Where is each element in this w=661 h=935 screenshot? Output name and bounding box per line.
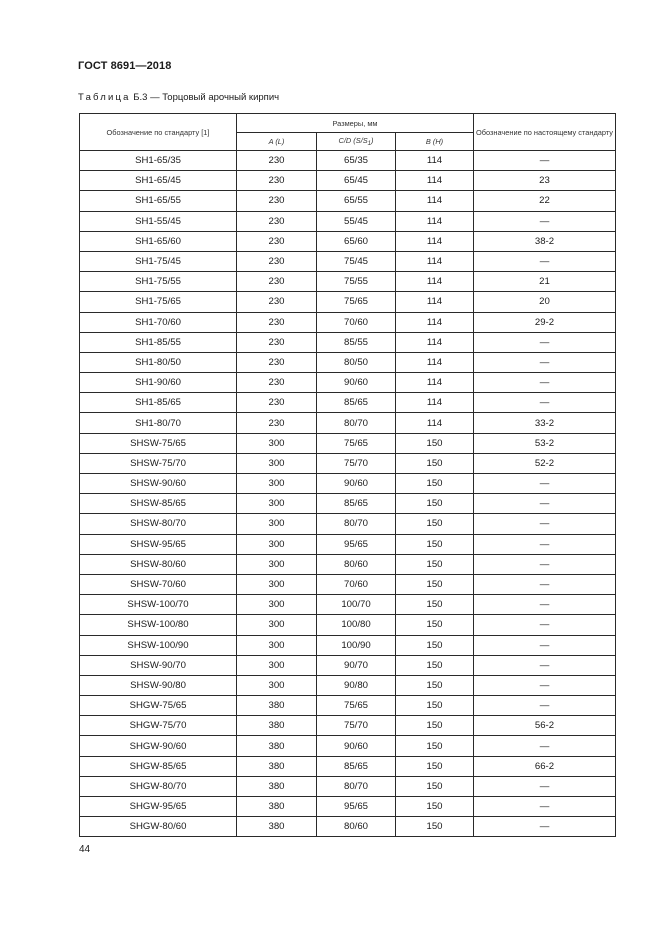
cell-a: 300: [237, 615, 317, 635]
cell-designation-this: 20: [474, 292, 616, 312]
cell-designation-this: —: [474, 393, 616, 413]
table-row: [80, 151, 616, 171]
cell-b: 114: [396, 312, 474, 332]
table-row: [80, 817, 616, 837]
table-caption: [78, 92, 279, 103]
cell-cd: 65/60: [317, 231, 396, 251]
cell-a: 230: [237, 352, 317, 372]
cell-cd: 70/60: [317, 574, 396, 594]
cell-a: 230: [237, 272, 317, 292]
cell-designation-std: SHSW-85/65: [80, 494, 237, 514]
cell-a: 300: [237, 574, 317, 594]
table-row: [80, 716, 616, 736]
cell-designation-std: SH1-75/45: [80, 251, 237, 271]
cell-b: 150: [396, 554, 474, 574]
cell-designation-std: SHGW-75/70: [80, 716, 237, 736]
col-designation-std-header: Обозначение по стандарту [1]: [80, 114, 237, 151]
cell-b: 114: [396, 231, 474, 251]
cell-a: 380: [237, 797, 317, 817]
caption-prefix: Таблица: [78, 92, 131, 103]
cell-designation-std: SHGW-90/60: [80, 736, 237, 756]
cell-designation-std: SH1-75/65: [80, 292, 237, 312]
table-row: [80, 433, 616, 453]
cell-designation-std: SHSW-80/60: [80, 554, 237, 574]
cell-designation-std: SHSW-100/80: [80, 615, 237, 635]
cell-designation-std: SH1-80/50: [80, 352, 237, 372]
table-row: [80, 615, 616, 635]
cell-designation-this: —: [474, 514, 616, 534]
brick-table: [79, 113, 616, 837]
cell-b: 150: [396, 817, 474, 837]
cell-designation-this: —: [474, 797, 616, 817]
cell-b: 150: [396, 736, 474, 756]
cell-designation-this: 56-2: [474, 716, 616, 736]
cell-designation-this: —: [474, 675, 616, 695]
document-code: ГОСТ 8691—2018: [78, 60, 172, 72]
table-row: [80, 514, 616, 534]
cell-b: 150: [396, 776, 474, 796]
cell-designation-this: —: [474, 474, 616, 494]
cell-cd: 80/70: [317, 514, 396, 534]
cell-a: 300: [237, 554, 317, 574]
cell-designation-this: —: [474, 574, 616, 594]
cell-a: 230: [237, 151, 317, 171]
cell-b: 114: [396, 393, 474, 413]
cell-b: 150: [396, 797, 474, 817]
cell-cd: 90/80: [317, 675, 396, 695]
cell-cd: 90/60: [317, 373, 396, 393]
cell-designation-std: SHSW-75/65: [80, 433, 237, 453]
cell-b: 114: [396, 373, 474, 393]
cell-designation-std: SHSW-90/60: [80, 474, 237, 494]
col-a-header: A (L): [237, 133, 317, 151]
cell-cd: 80/70: [317, 776, 396, 796]
cell-b: 114: [396, 272, 474, 292]
cell-b: 114: [396, 352, 474, 372]
table-row: [80, 191, 616, 211]
cell-b: 150: [396, 635, 474, 655]
cell-designation-this: —: [474, 373, 616, 393]
cell-a: 230: [237, 332, 317, 352]
table-row: [80, 393, 616, 413]
cell-cd: 75/70: [317, 716, 396, 736]
cell-cd: 100/90: [317, 635, 396, 655]
cell-designation-this: —: [474, 655, 616, 675]
cell-a: 230: [237, 171, 317, 191]
table-row: [80, 171, 616, 191]
cell-b: 150: [396, 494, 474, 514]
page-number: 44: [79, 844, 91, 855]
cell-a: 380: [237, 736, 317, 756]
cell-b: 150: [396, 595, 474, 615]
cell-cd: 85/65: [317, 393, 396, 413]
table-row: [80, 574, 616, 594]
cell-b: 150: [396, 474, 474, 494]
cell-b: 114: [396, 332, 474, 352]
cell-b: 150: [396, 655, 474, 675]
cell-designation-std: SHGW-85/65: [80, 756, 237, 776]
cell-a: 230: [237, 393, 317, 413]
col-cd-main: C/D (S/S: [338, 136, 368, 145]
cell-designation-std: SHSW-90/80: [80, 675, 237, 695]
cell-designation-std: SHSW-100/90: [80, 635, 237, 655]
cell-a: 300: [237, 635, 317, 655]
cell-designation-std: SHGW-95/65: [80, 797, 237, 817]
cell-a: 230: [237, 373, 317, 393]
cell-b: 150: [396, 716, 474, 736]
cell-designation-std: SH1-90/60: [80, 373, 237, 393]
cell-designation-this: 22: [474, 191, 616, 211]
cell-a: 230: [237, 211, 317, 231]
cell-cd: 85/55: [317, 332, 396, 352]
cell-cd: 75/70: [317, 453, 396, 473]
table-row: [80, 474, 616, 494]
cell-a: 300: [237, 474, 317, 494]
cell-cd: 100/80: [317, 615, 396, 635]
table-row: [80, 776, 616, 796]
cell-a: 300: [237, 655, 317, 675]
cell-a: 300: [237, 514, 317, 534]
cell-designation-this: —: [474, 554, 616, 574]
cell-cd: 90/70: [317, 655, 396, 675]
cell-a: 230: [237, 413, 317, 433]
cell-cd: 80/50: [317, 352, 396, 372]
cell-designation-this: —: [474, 211, 616, 231]
cell-designation-this: —: [474, 534, 616, 554]
table-row: [80, 231, 616, 251]
cell-b: 150: [396, 696, 474, 716]
cell-designation-std: SHSW-70/60: [80, 574, 237, 594]
cell-cd: 70/60: [317, 312, 396, 332]
cell-designation-std: SHSW-95/65: [80, 534, 237, 554]
cell-designation-std: SH1-65/60: [80, 231, 237, 251]
col-cd-close: ): [371, 136, 374, 145]
cell-designation-std: SH1-80/70: [80, 413, 237, 433]
cell-designation-std: SHGW-80/70: [80, 776, 237, 796]
cell-a: 300: [237, 595, 317, 615]
cell-a: 300: [237, 534, 317, 554]
col-cd-subscript: 1: [367, 141, 372, 147]
cell-designation-std: SH1-65/55: [80, 191, 237, 211]
cell-designation-this: —: [474, 251, 616, 271]
cell-cd: 65/35: [317, 151, 396, 171]
cell-b: 150: [396, 453, 474, 473]
caption-title: — Торцовый арочный кирпич: [150, 92, 280, 103]
cell-a: 380: [237, 776, 317, 796]
cell-designation-std: SH1-70/60: [80, 312, 237, 332]
table-row: [80, 494, 616, 514]
cell-cd: 75/45: [317, 251, 396, 271]
cell-cd: 80/70: [317, 413, 396, 433]
cell-cd: 65/55: [317, 191, 396, 211]
table-row: [80, 675, 616, 695]
cell-cd: 90/60: [317, 736, 396, 756]
cell-b: 114: [396, 171, 474, 191]
table-row: [80, 635, 616, 655]
cell-a: 300: [237, 494, 317, 514]
cell-a: 300: [237, 453, 317, 473]
cell-cd: 75/55: [317, 272, 396, 292]
table-row: [80, 413, 616, 433]
cell-a: 230: [237, 312, 317, 332]
cell-designation-std: SH1-55/45: [80, 211, 237, 231]
table-body: [80, 151, 616, 837]
cell-cd: 55/45: [317, 211, 396, 231]
cell-designation-std: SH1-65/45: [80, 171, 237, 191]
cell-cd: 90/60: [317, 474, 396, 494]
table-row: [80, 211, 616, 231]
cell-cd: 80/60: [317, 554, 396, 574]
cell-designation-this: —: [474, 817, 616, 837]
cell-designation-this: —: [474, 352, 616, 372]
caption-number: Б.3: [133, 92, 148, 103]
cell-designation-this: —: [474, 494, 616, 514]
table-row: [80, 534, 616, 554]
cell-a: 230: [237, 231, 317, 251]
cell-b: 150: [396, 534, 474, 554]
table-row: [80, 736, 616, 756]
cell-designation-this: 66-2: [474, 756, 616, 776]
table-row: [80, 312, 616, 332]
cell-b: 114: [396, 211, 474, 231]
cell-a: 300: [237, 433, 317, 453]
cell-a: 230: [237, 191, 317, 211]
cell-cd: 80/60: [317, 817, 396, 837]
cell-b: 150: [396, 574, 474, 594]
table-row: [80, 292, 616, 312]
cell-b: 150: [396, 675, 474, 695]
table-row: [80, 251, 616, 271]
cell-cd: 100/70: [317, 595, 396, 615]
table-row: [80, 756, 616, 776]
col-designation-this-header: Обозначение по настоящему стандарту: [474, 114, 616, 151]
cell-designation-std: SH1-65/35: [80, 151, 237, 171]
cell-a: 380: [237, 756, 317, 776]
cell-designation-std: SHGW-75/65: [80, 696, 237, 716]
col-cd-header: [317, 133, 396, 151]
dimensions-group-header: Размеры, мм: [237, 114, 474, 133]
cell-designation-this: 52-2: [474, 453, 616, 473]
cell-designation-std: SHSW-100/70: [80, 595, 237, 615]
cell-designation-this: 21: [474, 272, 616, 292]
cell-a: 380: [237, 696, 317, 716]
cell-designation-this: —: [474, 776, 616, 796]
table-row: [80, 696, 616, 716]
cell-a: 230: [237, 251, 317, 271]
cell-cd: 85/65: [317, 756, 396, 776]
cell-b: 150: [396, 615, 474, 635]
cell-cd: 75/65: [317, 433, 396, 453]
cell-a: 230: [237, 292, 317, 312]
cell-cd: 85/65: [317, 494, 396, 514]
table-row: [80, 554, 616, 574]
cell-designation-std: SHSW-90/70: [80, 655, 237, 675]
cell-designation-this: 29-2: [474, 312, 616, 332]
cell-designation-this: —: [474, 635, 616, 655]
cell-designation-this: —: [474, 595, 616, 615]
cell-designation-this: 38-2: [474, 231, 616, 251]
cell-b: 114: [396, 413, 474, 433]
table-row: [80, 332, 616, 352]
cell-cd: 95/65: [317, 534, 396, 554]
cell-b: 150: [396, 433, 474, 453]
table-row: [80, 655, 616, 675]
cell-b: 150: [396, 756, 474, 776]
cell-designation-this: —: [474, 615, 616, 635]
cell-designation-this: —: [474, 151, 616, 171]
cell-designation-this: —: [474, 332, 616, 352]
cell-b: 114: [396, 292, 474, 312]
cell-cd: 75/65: [317, 292, 396, 312]
cell-designation-this: 53-2: [474, 433, 616, 453]
cell-designation-std: SHSW-75/70: [80, 453, 237, 473]
table-row: [80, 453, 616, 473]
table-row: [80, 797, 616, 817]
cell-b: 114: [396, 151, 474, 171]
cell-cd: 95/65: [317, 797, 396, 817]
cell-b: 114: [396, 251, 474, 271]
cell-a: 380: [237, 716, 317, 736]
cell-designation-this: 23: [474, 171, 616, 191]
cell-a: 380: [237, 817, 317, 837]
cell-b: 114: [396, 191, 474, 211]
cell-b: 150: [396, 514, 474, 534]
cell-designation-std: SH1-85/65: [80, 393, 237, 413]
table-row: [80, 595, 616, 615]
cell-designation-this: 33-2: [474, 413, 616, 433]
cell-designation-this: —: [474, 736, 616, 756]
table-row: [80, 272, 616, 292]
col-b-header: B (H): [396, 133, 474, 151]
cell-designation-std: SHGW-80/60: [80, 817, 237, 837]
cell-cd: 65/45: [317, 171, 396, 191]
cell-cd: 75/65: [317, 696, 396, 716]
cell-designation-std: SHSW-80/70: [80, 514, 237, 534]
cell-designation-std: SH1-75/55: [80, 272, 237, 292]
cell-designation-this: —: [474, 696, 616, 716]
table-row: [80, 373, 616, 393]
table-row: [80, 352, 616, 372]
cell-a: 300: [237, 675, 317, 695]
cell-designation-std: SH1-85/55: [80, 332, 237, 352]
